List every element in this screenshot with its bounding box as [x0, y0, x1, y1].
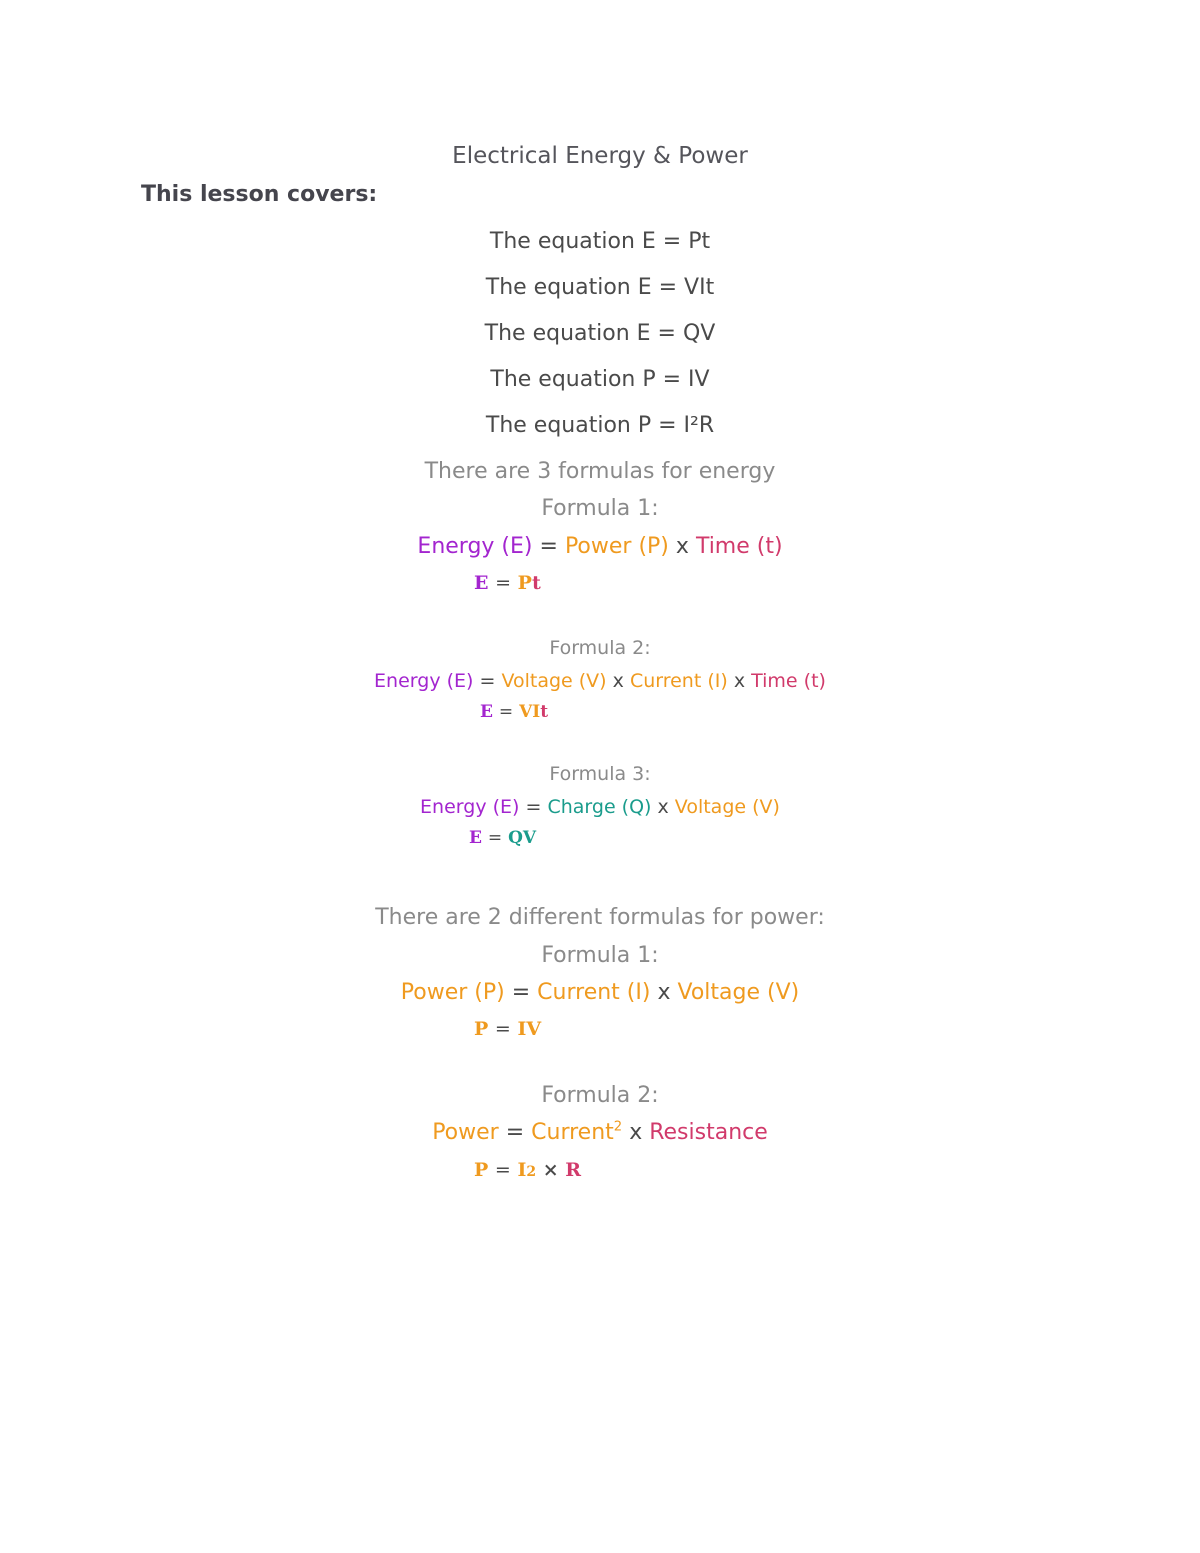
term-voltage: Voltage (V)	[677, 980, 800, 1005]
equals-sign: =	[494, 1018, 511, 1040]
term-time: Time (t)	[695, 534, 783, 559]
superscript-2: 2	[613, 1119, 623, 1135]
symbol-p: P	[474, 1018, 489, 1040]
term-power: Power (P)	[564, 534, 669, 559]
symbol-t: t	[531, 572, 541, 594]
cover-item-5: The equation P = I²R	[485, 413, 715, 438]
term-voltage: Voltage (V)	[501, 670, 607, 692]
times-sign: x	[733, 670, 746, 692]
term-voltage: Voltage (V)	[674, 796, 780, 818]
times-sign: x	[675, 534, 689, 559]
term-current: Current (I)	[537, 980, 651, 1005]
energy-formula-1-short	[474, 572, 541, 594]
energy-formula-3	[0, 796, 1200, 818]
power-formula-2-label: Formula 2:	[541, 1083, 659, 1108]
power-heading: There are 2 different formulas for power:	[375, 905, 825, 930]
power-formula-1-label: Formula 1:	[541, 943, 659, 968]
term-energy: Energy (E)	[420, 796, 520, 818]
cover-item-2: The equation E = VIt	[485, 275, 715, 300]
symbol-t: t	[540, 702, 549, 722]
term-resistance: Resistance	[649, 1120, 768, 1145]
equals-sign: =	[511, 980, 531, 1005]
symbol-e: E	[469, 828, 482, 848]
term-time: Time (t)	[751, 670, 826, 692]
symbol-e: E	[480, 702, 493, 722]
energy-heading: There are 3 formulas for energy	[424, 459, 776, 484]
energy-formula-3-short	[469, 828, 536, 848]
equals-sign: =	[494, 1159, 511, 1181]
equals-sign: =	[505, 1120, 525, 1145]
symbol-p: P	[517, 572, 532, 594]
times-sign: x	[657, 796, 669, 818]
equals-sign: =	[495, 572, 512, 594]
symbol-vi: VI	[519, 702, 541, 722]
equals-sign: =	[498, 702, 514, 722]
multiply-sign: ×	[542, 1159, 559, 1181]
energy-formula-1-label: Formula 1:	[541, 496, 659, 521]
power-formula-2-short	[474, 1159, 581, 1181]
term-current-squared	[531, 1120, 622, 1145]
symbol-qv: QV	[508, 828, 537, 848]
term-current: Current (I)	[629, 670, 728, 692]
symbol-r: R	[565, 1159, 582, 1181]
symbol-e: E	[474, 572, 489, 594]
term-charge: Charge (Q)	[547, 796, 652, 818]
energy-formula-2-short	[480, 702, 548, 722]
term-energy: Energy (E)	[374, 670, 474, 692]
equals-sign: =	[487, 828, 503, 848]
equals-sign: =	[525, 796, 542, 818]
term-power: Power	[432, 1120, 499, 1145]
symbol-iv: IV	[517, 1018, 542, 1040]
cover-item-1: The equation E = Pt	[489, 229, 711, 254]
energy-formula-2	[0, 670, 1200, 692]
energy-formula-1	[0, 534, 1200, 559]
cover-item-4: The equation P = IV	[490, 367, 710, 392]
times-sign: x	[612, 670, 624, 692]
times-sign: x	[629, 1120, 643, 1145]
power-formula-2	[0, 1120, 1200, 1145]
energy-formula-2-label: Formula 2:	[549, 637, 651, 659]
power-formula-1-short	[474, 1018, 541, 1040]
power-formula-1	[0, 980, 1200, 1005]
times-sign: x	[657, 980, 671, 1005]
term-energy: Energy (E)	[417, 534, 533, 559]
symbol-2: 2	[526, 1164, 537, 1180]
term-power: Power (P)	[400, 980, 505, 1005]
equals-sign: =	[539, 534, 558, 559]
lesson-intro: This lesson covers:	[141, 182, 378, 207]
page-title: Electrical Energy & Power	[452, 143, 748, 169]
symbol-i: I	[517, 1159, 527, 1181]
symbol-p: P	[474, 1159, 489, 1181]
term-current: Current	[531, 1120, 614, 1145]
equals-sign: =	[479, 670, 496, 692]
energy-formula-3-label: Formula 3:	[549, 763, 651, 785]
cover-item-3: The equation E = QV	[484, 321, 716, 346]
